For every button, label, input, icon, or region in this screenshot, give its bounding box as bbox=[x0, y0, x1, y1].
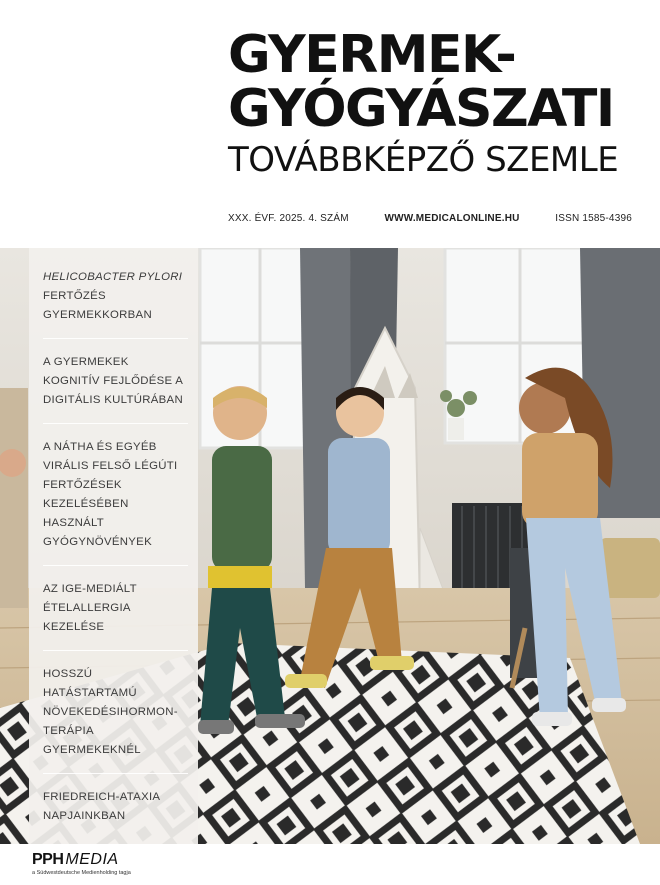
toc-item-text: FERTŐZÉS GYERMEKKORBAN bbox=[43, 290, 152, 321]
toc-item-italic: HELICOBACTER PYLORI bbox=[43, 271, 183, 283]
logo-wordmark bbox=[32, 851, 131, 868]
toc-item[interactable] bbox=[43, 268, 188, 339]
toc-item[interactable] bbox=[43, 353, 188, 424]
website-link[interactable]: WWW.MEDICALONLINE.HU bbox=[384, 213, 520, 224]
toc-item-text: FRIEDREICH-ATAXIA NAPJAINKBAN bbox=[43, 791, 160, 822]
publisher-tagline: a Südwestdeutsche Medienholding tagja bbox=[32, 870, 131, 876]
issue-volume: XXX. ÉVF. 2025. 4. SZÁM bbox=[228, 213, 349, 224]
logo-bold-part: PPH bbox=[32, 851, 64, 868]
toc-item-text: HOSSZÚ HATÁSTARTAMÚ NÖVEKEDÉSIHORMON-TERÁPIA GYERMEKEKNÉL bbox=[43, 668, 178, 756]
toc-item-text: AZ IGE-MEDIÁLT ÉTELALLERGIA KEZELÉSE bbox=[43, 583, 137, 633]
toc-item-text: A NÁTHA ÉS EGYÉB VIRÁLIS FELSŐ LÉGÚTI FERTŐZÉSEK KEZELÉSÉBEN HASZNÁLT GYÓGYNÖVÉNYEK bbox=[43, 441, 178, 548]
issn: ISSN 1585-4396 bbox=[555, 213, 632, 224]
masthead-subtitle: TOVÁBBKÉPZŐ SZEMLE bbox=[228, 140, 619, 180]
toc-item[interactable] bbox=[43, 438, 188, 566]
issue-info-row bbox=[228, 213, 632, 224]
table-of-contents bbox=[29, 248, 198, 844]
toc-item-text: A GYERMEKEK KOGNITÍV FEJLŐDÉSE A DIGITÁLIS KULTÚRÁBAN bbox=[43, 356, 183, 406]
masthead-line-2: GYÓGYÁSZATI bbox=[228, 79, 614, 139]
toc-item[interactable] bbox=[43, 665, 188, 774]
toc-item[interactable] bbox=[43, 580, 188, 651]
masthead-line-1: GYERMEK- bbox=[228, 25, 516, 85]
masthead bbox=[228, 25, 638, 180]
toc-item[interactable] bbox=[43, 788, 188, 839]
publisher-logo bbox=[32, 851, 131, 877]
logo-italic-part: MEDIA bbox=[65, 851, 119, 868]
